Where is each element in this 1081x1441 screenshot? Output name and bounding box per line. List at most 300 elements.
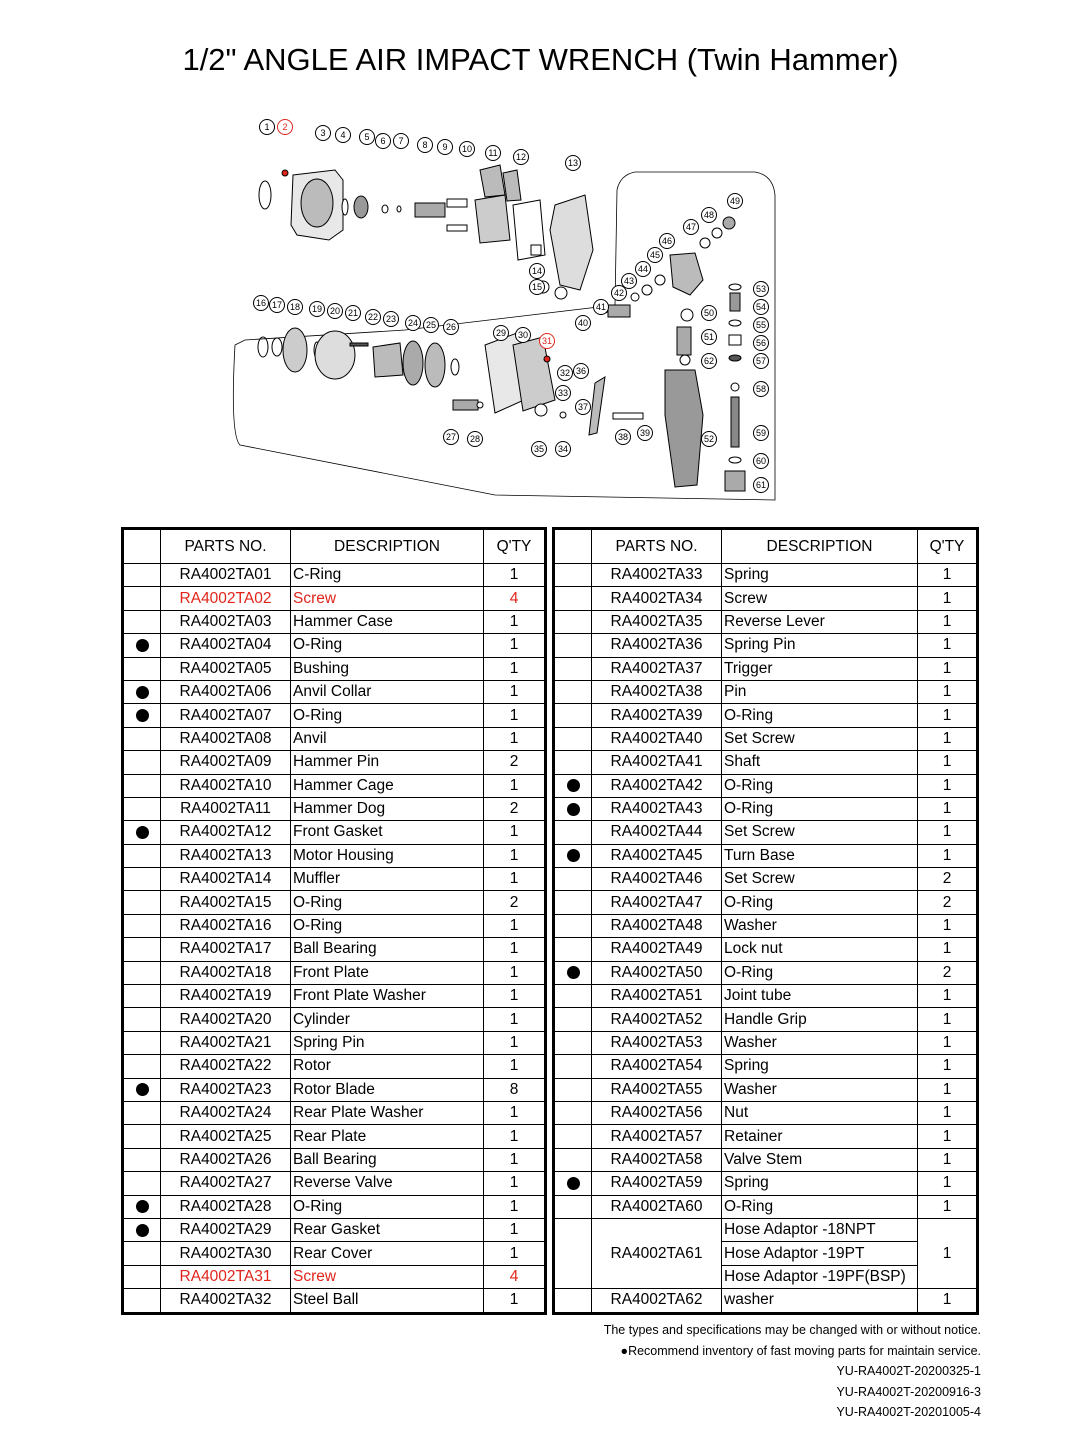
description-cell: O-Ring (291, 891, 484, 914)
table-row (554, 564, 978, 587)
qty-cell: 1 (484, 1031, 546, 1054)
part-number-cell: RA4002TA25 (161, 1125, 291, 1148)
callout-label: 17 (271, 300, 283, 311)
callout-label: 34 (557, 444, 569, 455)
table-row (123, 704, 546, 727)
recommend-mark-cell (123, 938, 161, 961)
recommend-mark-cell (123, 727, 161, 750)
recommend-mark-cell (123, 751, 161, 774)
qty-cell: 2 (918, 891, 978, 914)
callout-label: 51 (703, 332, 715, 343)
recommend-dot-icon (567, 1177, 580, 1190)
recommend-mark-cell (554, 1031, 592, 1054)
qty-cell: 1 (918, 680, 978, 703)
recommend-mark-cell (554, 797, 592, 820)
callout-label: 20 (329, 306, 341, 317)
description-cell: Bushing (291, 657, 484, 680)
recommend-mark-cell (554, 751, 592, 774)
recommend-mark-cell (123, 704, 161, 727)
hammer-assembly-drawing (259, 165, 593, 299)
description-cell: Anvil Collar (291, 680, 484, 703)
callout-label: 31 (541, 336, 553, 347)
description-cell: Hammer Pin (291, 751, 484, 774)
callout-label: 32 (559, 368, 571, 379)
qty-cell: 1 (484, 914, 546, 937)
table-row (123, 938, 546, 961)
qty-cell: 1 (918, 985, 978, 1008)
callout-label: 23 (385, 314, 397, 325)
table-row (554, 868, 978, 891)
recommend-mark-cell (554, 727, 592, 750)
table-row (123, 1125, 546, 1148)
part-number-cell: RA4002TA20 (161, 1008, 291, 1031)
table-row (123, 1218, 546, 1241)
table-row (554, 844, 978, 867)
page-title: 1/2" ANGLE AIR IMPACT WRENCH (Twin Hammer) (182, 42, 899, 77)
recommend-mark-cell (123, 821, 161, 844)
recommend-mark-cell (123, 1055, 161, 1078)
description-cell: Front Gasket (291, 821, 484, 844)
callout-label: 7 (398, 136, 404, 147)
description-cell: Front Plate Washer (291, 985, 484, 1008)
callout-label: 13 (567, 158, 579, 169)
part-number-cell: RA4002TA57 (592, 1125, 722, 1148)
recommend-mark-cell (554, 1078, 592, 1101)
part-number-cell: RA4002TA10 (161, 774, 291, 797)
callout-label: 4 (340, 130, 346, 141)
qty-cell: 1 (918, 704, 978, 727)
recommend-dot-icon (136, 639, 149, 652)
qty-cell: 1 (918, 1078, 978, 1101)
callout-label: 45 (649, 250, 661, 261)
callout-label: 39 (639, 428, 651, 439)
table-header-row (554, 529, 978, 564)
revision-code: YU-RA4002T-20200916-3 (836, 1384, 981, 1399)
callout-label: 18 (289, 302, 301, 313)
qty-cell: 1 (918, 774, 978, 797)
callout-label: 53 (755, 284, 767, 295)
part-number-cell: RA4002TA26 (161, 1148, 291, 1171)
description-header: DESCRIPTION (291, 529, 484, 564)
qty-cell: 1 (484, 821, 546, 844)
description-cell: Trigger (722, 657, 918, 680)
recommend-mark-cell (554, 704, 592, 727)
description-cell: Retainer (722, 1125, 918, 1148)
callout-label: 62 (703, 356, 715, 367)
table-row (123, 1172, 546, 1195)
part-number-cell: RA4002TA44 (592, 821, 722, 844)
table-row (554, 1218, 978, 1241)
qty-cell: 1 (484, 564, 546, 587)
description-cell: Set Screw (722, 821, 918, 844)
recommend-mark-cell (123, 587, 161, 610)
recommend-dot-icon (136, 1224, 149, 1237)
table-row (554, 587, 978, 610)
recommend-mark-cell (554, 985, 592, 1008)
table-row (123, 634, 546, 657)
table-row (554, 797, 978, 820)
callout-label: 27 (445, 432, 457, 443)
part-number-cell: RA4002TA49 (592, 938, 722, 961)
callout-label: 25 (425, 320, 437, 331)
description-cell: Front Plate (291, 961, 484, 984)
part-number-cell: RA4002TA19 (161, 985, 291, 1008)
qty-cell: 1 (484, 727, 546, 750)
recommend-mark-cell (123, 1218, 161, 1241)
recommend-mark-cell (554, 1218, 592, 1288)
callout-label: 57 (755, 356, 767, 367)
table-row (554, 1031, 978, 1054)
description-cell: Rear Cover (291, 1242, 484, 1265)
description-cell: Screw (291, 1265, 484, 1288)
qty-cell: 1 (484, 844, 546, 867)
recommend-mark-cell (123, 1172, 161, 1195)
qty-cell: 1 (484, 961, 546, 984)
callout-label: 15 (531, 282, 543, 293)
callout-label: 61 (755, 480, 767, 491)
description-cell: Motor Housing (291, 844, 484, 867)
table-row (123, 797, 546, 820)
qty-cell: 1 (484, 774, 546, 797)
qty-cell: 8 (484, 1078, 546, 1101)
recommend-mark-cell (554, 610, 592, 633)
description-cell: Shaft (722, 751, 918, 774)
table-row (123, 1289, 546, 1313)
recommend-mark-cell (554, 564, 592, 587)
qty-cell: 1 (918, 1125, 978, 1148)
callout-label: 42 (613, 288, 625, 299)
callout-label: 40 (577, 318, 589, 329)
part-number-cell: RA4002TA47 (592, 891, 722, 914)
recommend-mark-cell (123, 868, 161, 891)
description-cell: Spring (722, 1055, 918, 1078)
recommend-mark-cell (123, 1195, 161, 1218)
table-row (123, 774, 546, 797)
recommend-mark-cell (123, 961, 161, 984)
recommend-mark-cell (123, 891, 161, 914)
recommend-mark-cell (554, 891, 592, 914)
description-cell: Set Screw (722, 868, 918, 891)
description-cell: Lock nut (722, 938, 918, 961)
callout-label: 22 (367, 312, 379, 323)
table-row (554, 751, 978, 774)
qty-cell: 1 (484, 1172, 546, 1195)
description-cell: Valve Stem (722, 1148, 918, 1171)
callout-label: 30 (517, 330, 529, 341)
table-row (554, 634, 978, 657)
qty-header: Q'TY (484, 529, 546, 564)
callout-label: 28 (469, 434, 481, 445)
description-cell: Hose Adaptor -19PT (722, 1242, 918, 1265)
callout-label: 33 (557, 388, 569, 399)
part-number-cell: RA4002TA52 (592, 1008, 722, 1031)
table-row (554, 657, 978, 680)
recommend-mark-cell (554, 821, 592, 844)
part-number-cell: RA4002TA03 (161, 610, 291, 633)
table-row (123, 844, 546, 867)
callout-label: 11 (488, 148, 498, 159)
callout-label: 1 (264, 122, 270, 133)
part-number-cell: RA4002TA11 (161, 797, 291, 820)
description-cell: C-Ring (291, 564, 484, 587)
exploded-view-diagram (225, 115, 785, 520)
part-number-cell: RA4002TA36 (592, 634, 722, 657)
qty-cell: 1 (484, 868, 546, 891)
part-number-cell: RA4002TA38 (592, 680, 722, 703)
revision-code: YU-RA4002T-20201005-4 (836, 1405, 981, 1419)
qty-cell: 1 (918, 1195, 978, 1218)
description-cell: O-Ring (722, 704, 918, 727)
recommend-mark-cell (123, 634, 161, 657)
table-row (554, 1101, 978, 1124)
table-row (554, 1289, 978, 1313)
recommend-mark-cell (554, 657, 592, 680)
table-row (123, 914, 546, 937)
recommend-dot-icon (567, 966, 580, 979)
part-number-cell: RA4002TA08 (161, 727, 291, 750)
callout-label: 52 (703, 434, 715, 445)
table-row (123, 680, 546, 703)
table-header-row (123, 529, 546, 564)
table-row (554, 727, 978, 750)
description-cell: O-Ring (722, 1195, 918, 1218)
parts-table-right (552, 527, 979, 1315)
description-cell: Spring Pin (722, 634, 918, 657)
description-cell: Ball Bearing (291, 938, 484, 961)
recommend-mark-cell (554, 914, 592, 937)
qty-cell: 1 (918, 821, 978, 844)
qty-cell: 2 (918, 868, 978, 891)
part-number-cell: RA4002TA45 (592, 844, 722, 867)
table-row (554, 821, 978, 844)
table-row (554, 1195, 978, 1218)
qty-cell: 1 (484, 1289, 546, 1313)
qty-cell: 1 (484, 610, 546, 633)
turn-base-drawing (602, 217, 735, 487)
recommend-dot-icon (567, 849, 580, 862)
description-header: DESCRIPTION (722, 529, 918, 564)
part-number-cell: RA4002TA06 (161, 680, 291, 703)
part-number-cell: RA4002TA55 (592, 1078, 722, 1101)
callout-label: 8 (422, 140, 428, 151)
description-cell: O-Ring (722, 774, 918, 797)
part-number-cell: RA4002TA61 (592, 1218, 722, 1288)
callout-label: 16 (255, 298, 267, 309)
recommend-mark-cell (554, 1289, 592, 1313)
description-cell: Rotor Blade (291, 1078, 484, 1101)
qty-cell: 1 (918, 914, 978, 937)
qty-cell: 1 (918, 844, 978, 867)
callout-label: 49 (729, 196, 741, 207)
qty-cell: 1 (918, 657, 978, 680)
part-number-cell: RA4002TA29 (161, 1218, 291, 1241)
qty-cell: 1 (484, 1055, 546, 1078)
part-number-cell: RA4002TA32 (161, 1289, 291, 1313)
qty-cell: 1 (918, 1008, 978, 1031)
table-row (554, 985, 978, 1008)
qty-cell: 1 (484, 1008, 546, 1031)
callout-label: 41 (595, 302, 607, 313)
description-cell: Reverse Lever (722, 610, 918, 633)
table-row (123, 1078, 546, 1101)
qty-cell: 1 (484, 938, 546, 961)
table-row (554, 774, 978, 797)
recommend-mark-cell (554, 1101, 592, 1124)
recommend-mark-cell (554, 844, 592, 867)
part-number-cell: RA4002TA50 (592, 961, 722, 984)
part-number-cell: RA4002TA23 (161, 1078, 291, 1101)
description-cell: Spring (722, 564, 918, 587)
qty-cell: 1 (918, 938, 978, 961)
description-cell: O-Ring (291, 914, 484, 937)
description-cell: O-Ring (722, 891, 918, 914)
inventory-note: ●Recommend inventory of fast moving parts for maintain service. (620, 1343, 981, 1358)
parts-no-header: PARTS NO. (592, 529, 722, 564)
table-row (123, 751, 546, 774)
qty-cell: 1 (484, 1242, 546, 1265)
table-row (123, 1148, 546, 1171)
qty-cell: 2 (484, 891, 546, 914)
recommend-mark-cell (123, 1008, 161, 1031)
part-number-cell: RA4002TA21 (161, 1031, 291, 1054)
part-number-cell: RA4002TA59 (592, 1172, 722, 1195)
qty-cell: 1 (484, 634, 546, 657)
callout-label: 5 (364, 132, 370, 143)
description-cell: Washer (722, 1031, 918, 1054)
callout-label: 44 (637, 264, 649, 275)
description-cell: Handle Grip (722, 1008, 918, 1031)
recommend-mark-cell (123, 844, 161, 867)
valve-column-drawing (725, 284, 745, 491)
qty-cell: 4 (484, 587, 546, 610)
recommend-mark-cell (554, 1055, 592, 1078)
recommend-dot-icon (567, 803, 580, 816)
qty-cell: 1 (918, 1172, 978, 1195)
recommend-mark-cell (554, 1195, 592, 1218)
recommend-mark-cell (554, 634, 592, 657)
recommend-dot-icon (136, 1083, 149, 1096)
part-number-cell: RA4002TA53 (592, 1031, 722, 1054)
table-row (123, 961, 546, 984)
part-number-cell: RA4002TA16 (161, 914, 291, 937)
part-number-cell: RA4002TA62 (592, 1289, 722, 1313)
part-number-cell: RA4002TA37 (592, 657, 722, 680)
description-cell: Rear Gasket (291, 1218, 484, 1241)
part-number-cell: RA4002TA46 (592, 868, 722, 891)
table-row (123, 891, 546, 914)
table-row (554, 961, 978, 984)
qty-cell: 1 (484, 1218, 546, 1241)
description-cell: Anvil (291, 727, 484, 750)
part-number-cell: RA4002TA58 (592, 1148, 722, 1171)
callout-label: 60 (755, 456, 767, 467)
part-number-cell: RA4002TA24 (161, 1101, 291, 1124)
recommend-mark-cell (554, 1125, 592, 1148)
part-number-cell: RA4002TA22 (161, 1055, 291, 1078)
qty-cell: 1 (484, 1148, 546, 1171)
table-row (554, 1172, 978, 1195)
table-row (123, 1101, 546, 1124)
description-cell: Rear Plate (291, 1125, 484, 1148)
qty-cell: 1 (918, 610, 978, 633)
recommend-mark-cell (123, 985, 161, 1008)
description-cell: O-Ring (722, 961, 918, 984)
callout-label: 36 (575, 366, 587, 377)
qty-cell: 1 (918, 1289, 978, 1313)
part-number-cell: RA4002TA01 (161, 564, 291, 587)
description-cell: Screw (722, 587, 918, 610)
qty-cell: 2 (918, 961, 978, 984)
recommend-mark-cell (123, 564, 161, 587)
qty-cell: 1 (484, 704, 546, 727)
recommend-mark-cell (554, 1172, 592, 1195)
callout-label: 50 (703, 308, 715, 319)
callout-label: 35 (533, 444, 545, 455)
qty-cell: 1 (484, 680, 546, 703)
table-row (554, 891, 978, 914)
callout-label: 56 (755, 338, 767, 349)
recommend-mark-cell (123, 1101, 161, 1124)
callout-label: 26 (445, 322, 457, 333)
part-number-cell: RA4002TA28 (161, 1195, 291, 1218)
recommend-dot-icon (136, 709, 149, 722)
description-cell: O-Ring (291, 704, 484, 727)
recommend-mark-cell (123, 1289, 161, 1313)
qty-cell: 1 (918, 1148, 978, 1171)
description-cell: Hose Adaptor -18NPT (722, 1218, 918, 1241)
qty-cell: 1 (484, 1125, 546, 1148)
table-row (123, 1242, 546, 1265)
recommend-dot-icon (567, 779, 580, 792)
description-cell: Washer (722, 914, 918, 937)
table-row (123, 868, 546, 891)
qty-cell: 1 (484, 1195, 546, 1218)
part-number-cell: RA4002TA42 (592, 774, 722, 797)
revision-code: YU-RA4002T-20200325-1 (836, 1364, 981, 1378)
table-row (123, 1031, 546, 1054)
description-cell: Washer (722, 1078, 918, 1101)
motor-drawing (258, 328, 643, 435)
recommend-dot-icon (136, 1200, 149, 1213)
part-number-cell: RA4002TA12 (161, 821, 291, 844)
part-number-cell: RA4002TA60 (592, 1195, 722, 1218)
recommend-mark-cell (554, 1148, 592, 1171)
recommend-mark-cell (123, 1265, 161, 1288)
qty-cell: 1 (918, 727, 978, 750)
callout-label: 47 (685, 222, 697, 233)
callout-label: 54 (755, 302, 767, 313)
disclaimer-note: The types and specifications may be changed with or without notice. (603, 1323, 981, 1337)
qty-cell: 2 (484, 797, 546, 820)
qty-header: Q'TY (918, 529, 978, 564)
table-row (123, 657, 546, 680)
recommend-mark-cell (123, 657, 161, 680)
table-row (554, 938, 978, 961)
table-row (123, 1265, 546, 1288)
recommend-mark-cell (554, 774, 592, 797)
part-number-cell: RA4002TA07 (161, 704, 291, 727)
callout-label: 14 (531, 266, 543, 277)
recommend-mark-cell (554, 938, 592, 961)
description-cell: O-Ring (291, 1195, 484, 1218)
description-cell: Set Screw (722, 727, 918, 750)
part-number-cell: RA4002TA43 (592, 797, 722, 820)
recommend-dot-icon (136, 686, 149, 699)
mark-header (554, 529, 592, 564)
recommend-mark-cell (123, 680, 161, 703)
table-row (123, 1195, 546, 1218)
description-cell: Spring Pin (291, 1031, 484, 1054)
